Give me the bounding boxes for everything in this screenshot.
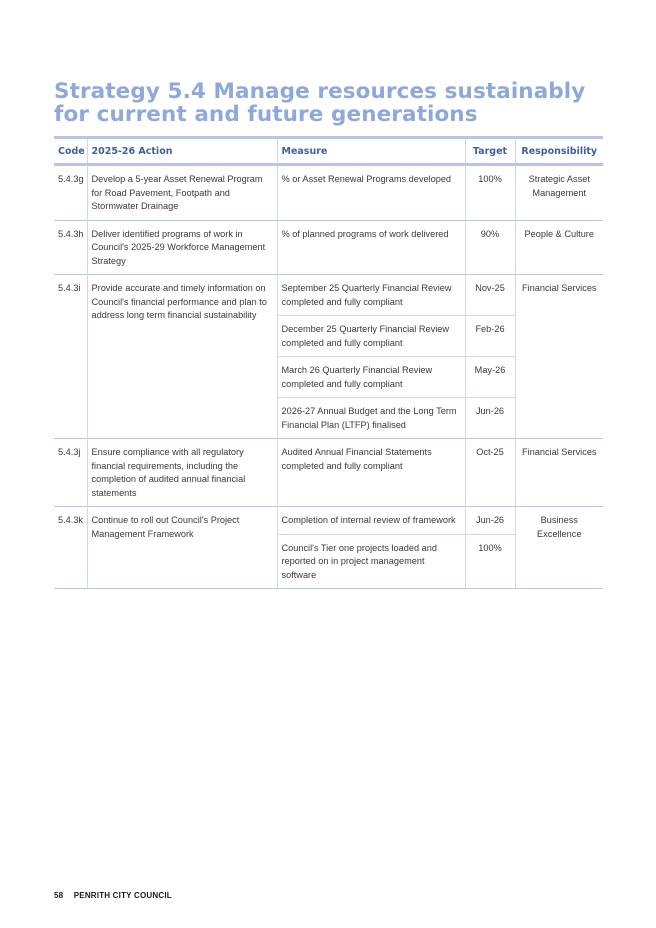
header-action: 2025-26 Action: [87, 138, 277, 165]
row-target: Nov-25: [465, 275, 515, 316]
row-measure: December 25 Quarterly Financial Review completed and fully compliant: [277, 316, 465, 357]
row-target: 90%: [465, 220, 515, 275]
row-target: 100%: [465, 534, 515, 589]
row-target: May-26: [465, 357, 515, 398]
footer-org-name: PENRITH CITY COUNCIL: [73, 891, 172, 900]
row-measure: % or Asset Renewal Programs developed: [277, 165, 465, 221]
row-target: Jun-26: [465, 398, 515, 439]
row-responsibility: Business Excellence: [515, 507, 603, 589]
row-measure: % of planned programs of work delivered: [277, 220, 465, 275]
row-responsibility: Financial Services: [515, 439, 603, 507]
table-row: [54, 439, 603, 507]
row-measure: Audited Annual Financial Statements completed and fully compliant: [277, 439, 465, 507]
row-code: 5.4.3k: [54, 507, 87, 589]
row-responsibility: People & Culture: [515, 220, 603, 275]
table-row: [54, 507, 603, 535]
row-measure: Completion of internal review of framework: [277, 507, 465, 535]
header-measure: Measure: [277, 138, 465, 165]
header-target: Target: [465, 138, 515, 165]
row-code: 5.4.3i: [54, 275, 87, 439]
row-code: 5.4.3h: [54, 220, 87, 275]
row-measure: 2026-27 Annual Budget and the Long Term Financial Plan (LTFP) finalised: [277, 398, 465, 439]
actions-table: [54, 136, 603, 589]
row-action: Develop a 5-year Asset Renewal Program for Road Pavement, Footpath and Stormwater Drainage: [87, 165, 277, 221]
page-footer: [54, 891, 172, 900]
row-target: Jun-26: [465, 507, 515, 535]
row-action: Provide accurate and timely information on Council's financial performance and plan to address long term financial sustainability: [87, 275, 277, 439]
row-target: Feb-26: [465, 316, 515, 357]
row-target: 100%: [465, 165, 515, 221]
page-title: Strategy 5.4 Manage resources sustainably for current and future generations: [54, 79, 586, 127]
row-action: Deliver identified programs of work in Council's 2025-29 Workforce Management Strategy: [87, 220, 277, 275]
page-number: 58: [54, 891, 64, 900]
row-measure: March 26 Quarterly Financial Review completed and fully compliant: [277, 357, 465, 398]
table-row: [54, 220, 603, 275]
table-header-row: [54, 138, 603, 165]
row-code: 5.4.3g: [58, 174, 84, 184]
row-responsibility: Strategic Asset Management: [515, 165, 603, 221]
table-row: [54, 165, 603, 221]
table-row: [54, 275, 603, 316]
row-code: 5.4.3j: [54, 439, 87, 507]
row-action: Ensure compliance with all regulatory financial requirements, including the completion of audited annual financial statements: [87, 439, 277, 507]
row-action: Continue to roll out Council's Project Management Framework: [87, 507, 277, 589]
row-target: Oct-25: [465, 439, 515, 507]
header-code: Code: [54, 138, 87, 165]
header-responsibility: Responsibility: [515, 138, 603, 165]
row-measure: Council's Tier one projects loaded and reported on in project management software: [277, 534, 465, 589]
row-responsibility: Financial Services: [515, 275, 603, 439]
row-measure: September 25 Quarterly Financial Review completed and fully compliant: [277, 275, 465, 316]
